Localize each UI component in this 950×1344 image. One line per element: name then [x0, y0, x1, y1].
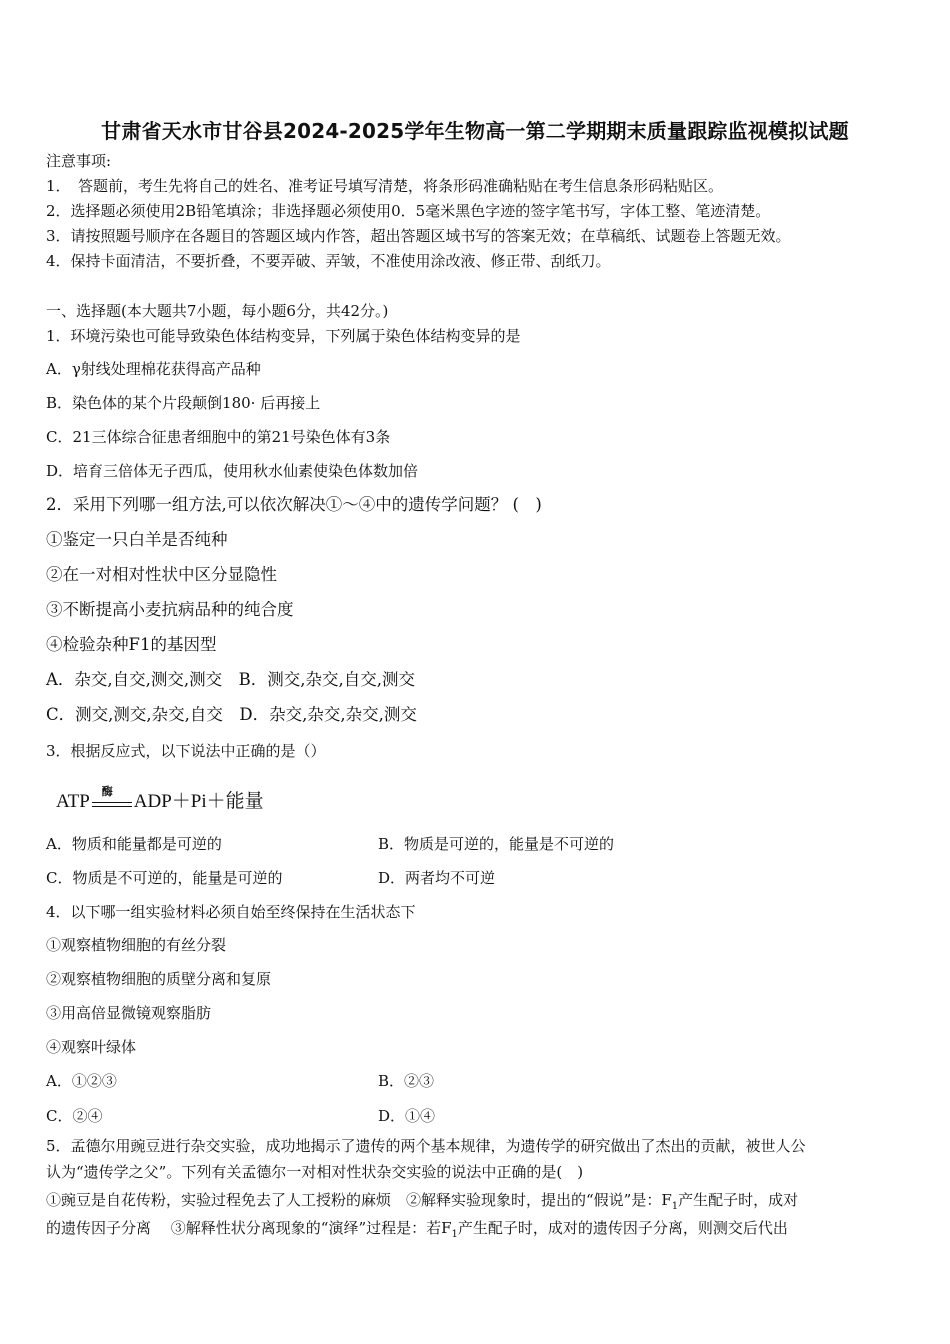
q2-item: ③不断提高小麦抗病品种的纯合度 — [46, 600, 294, 619]
q5-text: ①豌豆是自花传粉，实验过程免去了人工授粉的麻烦 ②解释实验现象时，提出的“假说”是：F — [46, 1191, 672, 1209]
page-title: 甘肃省天水市甘谷县2024-2025学年生物高一第二学期期末质量跟踪监视模拟试题 — [101, 119, 849, 143]
reversible-arrow-icon — [92, 785, 132, 813]
q3-option-d: D．两者均不可逆 — [378, 869, 496, 887]
q4-option-b: B．②③ — [378, 1072, 435, 1090]
q4-option-d: D．①④ — [378, 1107, 436, 1125]
q4-item: ①观察植物细胞的有丝分裂 — [46, 936, 227, 954]
q5-stem-line2: 认为“遗传学之父”。下列有关孟德尔一对相对性状杂交实验的说法中正确的是( ) — [46, 1163, 584, 1181]
q5-statement-line — [46, 1218, 788, 1245]
section-heading: 一、选择题(本大题共7小题，每小题6分，共42分。) — [46, 302, 389, 320]
q1-option-b: B．染色体的某个片段颠倒180· 后再接上 — [46, 394, 321, 412]
q4-item: ③用高倍显微镜观察脂肪 — [46, 1004, 212, 1022]
q2-item: ①鉴定一只白羊是否纯种 — [46, 530, 228, 549]
q4-option-c: C．②④ — [46, 1107, 103, 1125]
q1-option-a: A．γ射线处理棉花获得高产品种 — [46, 360, 261, 378]
q4-item: ④观察叶绿体 — [46, 1038, 137, 1056]
q4-stem: 4．以下哪一组实验材料必须自始至终保持在生活状态下 — [46, 903, 416, 921]
atp-reaction-formula — [56, 786, 264, 813]
q5-text: 产生配子时，成对 — [678, 1191, 799, 1209]
q4-option-a: A．①②③ — [46, 1072, 117, 1090]
q1-stem: 1．环境污染也可能导致染色体结构变异，下列属于染色体结构变异的是 — [46, 327, 521, 345]
q5-text: 的遗传因子分离 ③解释性状分离现象的“演绎”过程是：若F — [46, 1219, 452, 1237]
q2-item: ②在一对相对性状中区分显隐性 — [46, 565, 277, 584]
q3-option-c: C．物质是不可逆的，能量是可逆的 — [46, 869, 283, 887]
q1-option-d: D．培育三倍体无子西瓜，使用秋水仙素使染色体数加倍 — [46, 462, 419, 480]
q2-item: ④检验杂种F1的基因型 — [46, 635, 217, 654]
notice-item: 2．选择题必须使用2B铅笔填涂；非选择题必须使用0．5毫米黑色字迹的签字笔书写，字体工整、笔迹清楚。 — [46, 202, 771, 220]
q2-stem: 2．采用下列哪一组方法,可以依次解决①～④中的遗传学问题？ ( ) — [46, 495, 542, 514]
q2-options-ab: A．杂交,自交,测交,测交 B．测交,杂交,自交,测交 — [46, 670, 416, 689]
q5-text: 产生配子时，成对的遗传因子分离，则测交后代出 — [457, 1219, 788, 1237]
notice-item: 1． 答题前，考生先将自己的姓名、准考证号填写清楚，将条形码准确粘贴在考生信息条形码粘贴区。 — [46, 177, 724, 195]
q5-stem-line1: 5．孟德尔用豌豆进行杂交实验，成功地揭示了遗传的两个基本规律，为遗传学的研究做出了杰出的贡献，被世人公 — [46, 1137, 806, 1155]
q3-option-b: B．物质是可逆的，能量是不可逆的 — [378, 835, 615, 853]
formula-left: ATP — [56, 791, 90, 812]
subscript: 1 — [451, 1229, 458, 1240]
notice-heading: 注意事项: — [46, 152, 112, 170]
notice-item: 4．保持卡面清洁，不要折叠，不要弄破、弄皱，不准使用涂改液、修正带、刮纸刀。 — [46, 252, 611, 270]
q2-options-cd: C．测交,测交,杂交,自交 D．杂交,杂交,杂交,测交 — [46, 705, 417, 724]
q1-option-c: C．21三体综合征患者细胞中的第21号染色体有3条 — [46, 428, 391, 446]
q3-option-a: A．物质和能量都是可逆的 — [46, 835, 222, 853]
notice-item: 3．请按照题号顺序在各题目的答题区域内作答，超出答题区域书写的答案无效；在草稿纸、试题卷上答题无效。 — [46, 227, 791, 245]
q5-statement-line — [46, 1190, 798, 1217]
formula-enzyme: 酶 — [101, 785, 113, 798]
q4-item: ②观察植物细胞的质壁分离和复原 — [46, 970, 272, 988]
formula-right: ADP＋Pi＋能量 — [133, 791, 264, 812]
q3-stem: 3．根据反应式，以下说法中正确的是（） — [46, 742, 326, 760]
subscript: 1 — [671, 1201, 679, 1212]
